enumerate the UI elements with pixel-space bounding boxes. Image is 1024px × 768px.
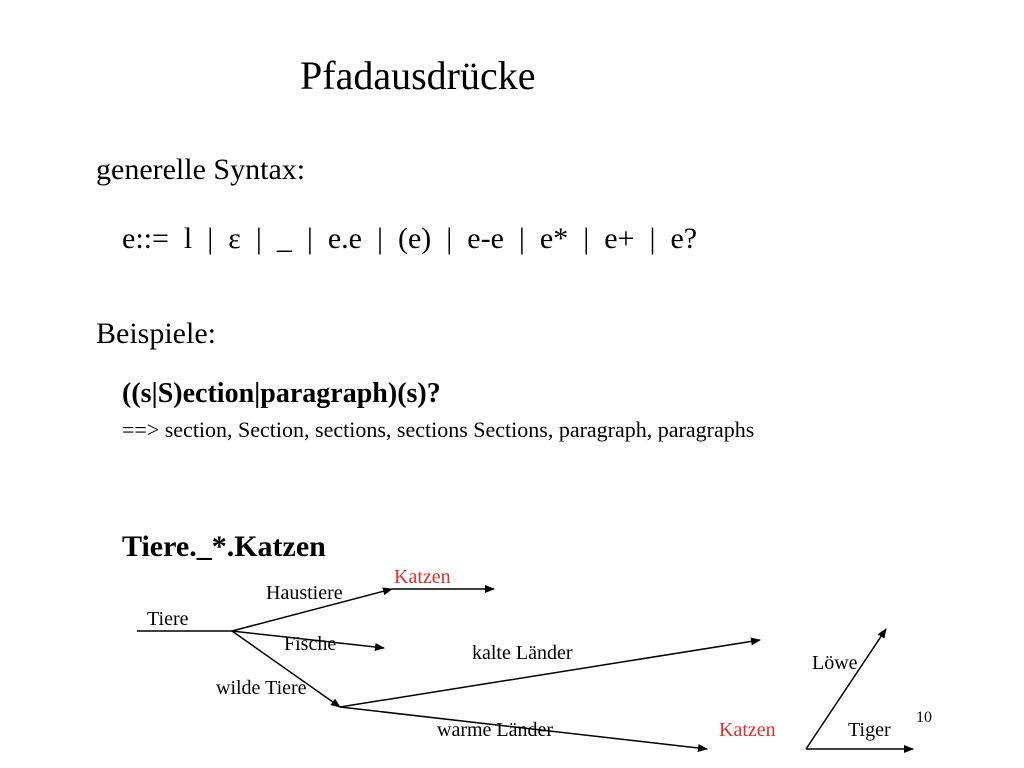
edge-label-warme-laender: warme Länder	[437, 719, 554, 741]
node-label-katzen-bottom: Katzen	[719, 719, 776, 741]
syntax-heading: generelle Syntax:	[96, 153, 306, 186]
node-label-tiere: Tiere	[147, 608, 189, 630]
edge-label-wilde-tiere: wilde Tiere	[216, 677, 307, 699]
edge-label-katzen-top: Katzen	[394, 566, 451, 588]
edge-label-loewe: Löwe	[812, 652, 858, 674]
edge-label-tiger: Tiger	[848, 719, 891, 741]
example-1-expression: ((s|S)ection|paragraph)(s)?	[122, 378, 441, 409]
page-number: 10	[916, 709, 932, 726]
edge-label-fische: Fische	[284, 633, 337, 655]
edge-label-haustiere: Haustiere	[266, 582, 343, 604]
syntax-rule: e::= l | ε | _ | e.e | (e) | e-e | e* | e+ | e?	[122, 222, 698, 255]
examples-heading: Beispiele:	[96, 317, 216, 350]
example-2-expression: Tiere._*.Katzen	[122, 530, 326, 563]
example-1-result: ==> section, Section, sections, sections Sections, paragraph, paragraphs	[122, 417, 755, 442]
page-title: Pfadausdrücke	[300, 53, 536, 98]
edge-label-kalte-laender: kalte Länder	[472, 642, 573, 664]
